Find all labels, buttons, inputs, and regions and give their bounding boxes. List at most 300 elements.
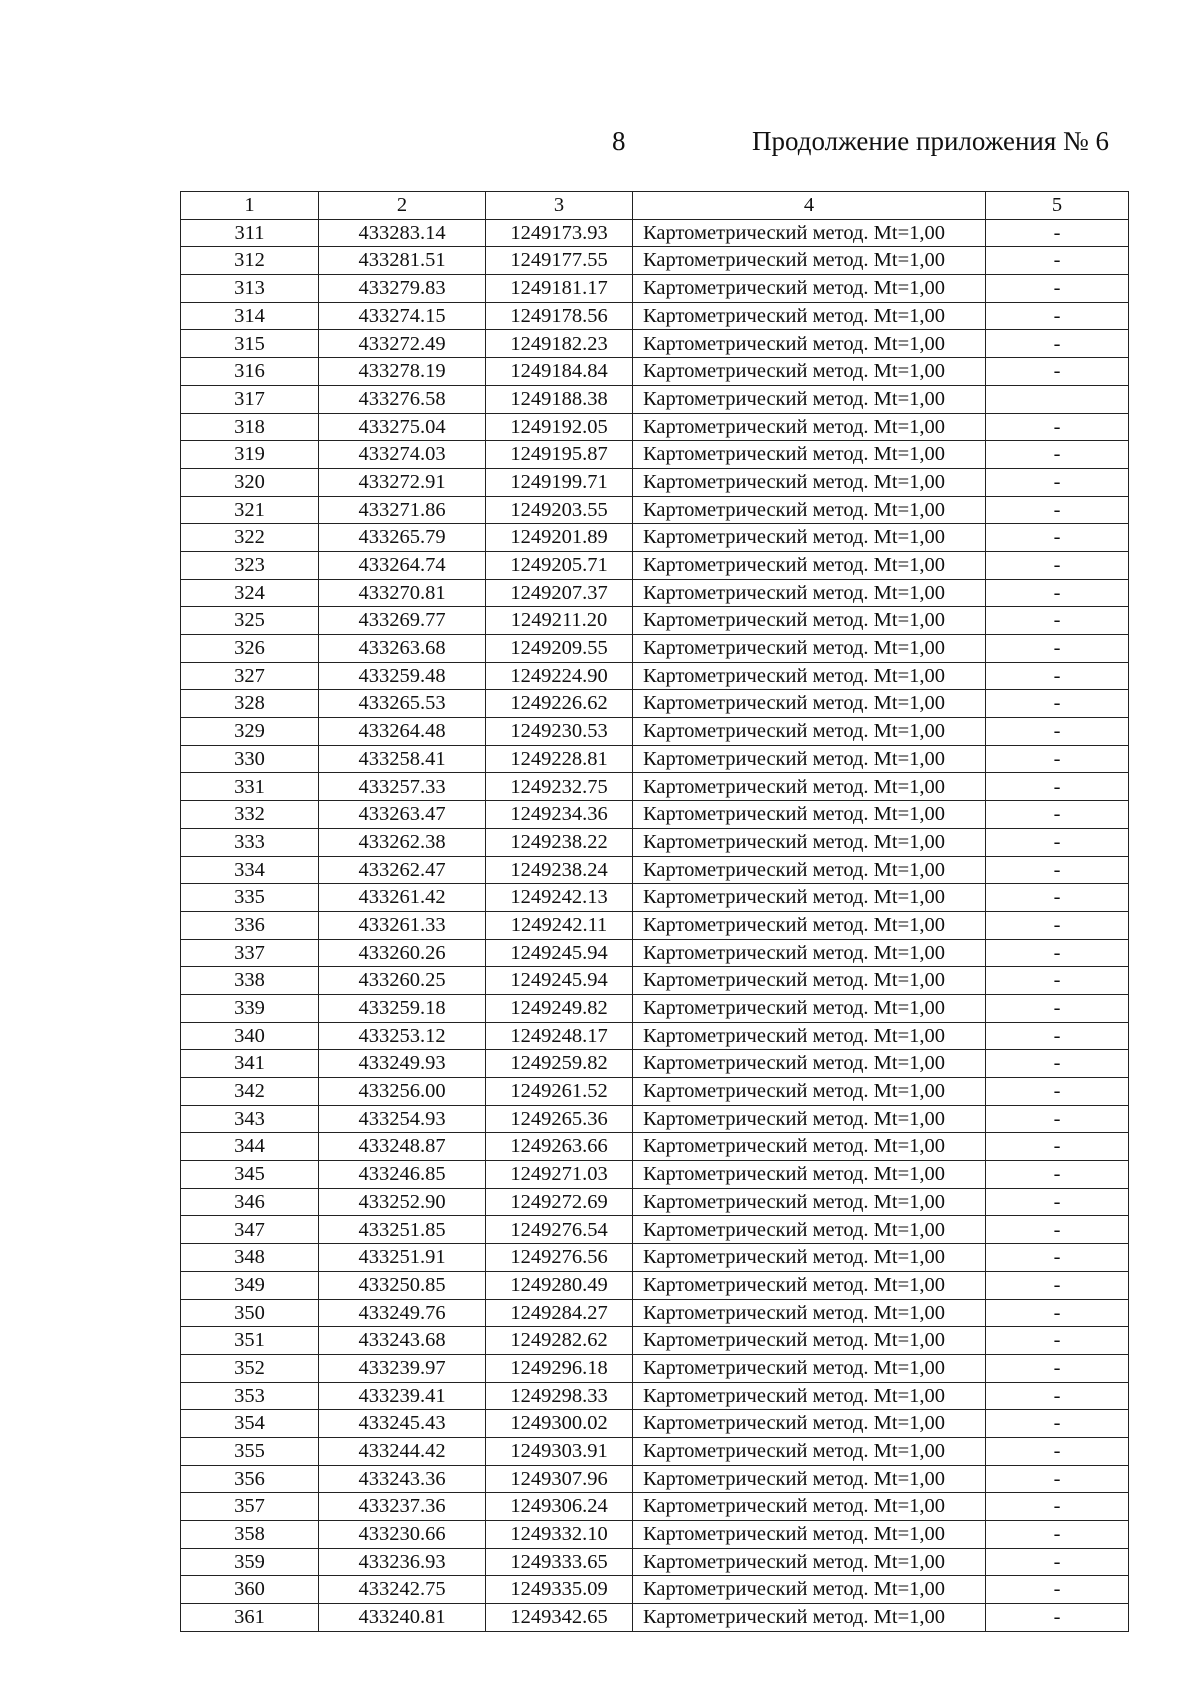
note-cell: - [986, 939, 1129, 967]
method-cell: Картометрический метод. Mt=1,00 [633, 1548, 986, 1576]
x-coordinate-cell: 433244.42 [319, 1437, 486, 1465]
y-coordinate-cell: 1249181.17 [486, 275, 633, 303]
x-coordinate-cell: 433237.36 [319, 1493, 486, 1521]
note-cell: - [986, 1105, 1129, 1133]
method-cell: Картометрический метод. Mt=1,00 [633, 358, 986, 386]
table-row [181, 967, 1129, 995]
point-number-cell: 341 [181, 1050, 319, 1078]
table-row [181, 302, 1129, 330]
note-cell: - [986, 1576, 1129, 1604]
x-coordinate-cell: 433272.91 [319, 468, 486, 496]
y-coordinate-cell: 1249296.18 [486, 1354, 633, 1382]
y-coordinate-cell: 1249282.62 [486, 1327, 633, 1355]
x-coordinate-cell: 433242.75 [319, 1576, 486, 1604]
x-coordinate-cell: 433262.38 [319, 828, 486, 856]
note-cell: - [986, 441, 1129, 469]
table-row [181, 801, 1129, 829]
x-coordinate-cell: 433263.68 [319, 635, 486, 663]
method-cell: Картометрический метод. Mt=1,00 [633, 1161, 986, 1189]
note-cell: - [986, 1354, 1129, 1382]
y-coordinate-cell: 1249271.03 [486, 1161, 633, 1189]
point-number-cell: 321 [181, 496, 319, 524]
y-coordinate-cell: 1249173.93 [486, 219, 633, 247]
note-cell: - [986, 856, 1129, 884]
point-number-cell: 349 [181, 1271, 319, 1299]
y-coordinate-cell: 1249238.22 [486, 828, 633, 856]
method-cell: Картометрический метод. Mt=1,00 [633, 690, 986, 718]
note-cell: - [986, 635, 1129, 663]
method-cell: Картометрический метод. Mt=1,00 [633, 302, 986, 330]
table-row [181, 884, 1129, 912]
y-coordinate-cell: 1249298.33 [486, 1382, 633, 1410]
y-coordinate-cell: 1249245.94 [486, 967, 633, 995]
method-cell: Картометрический метод. Mt=1,00 [633, 579, 986, 607]
table-row [181, 1299, 1129, 1327]
point-number-cell: 345 [181, 1161, 319, 1189]
point-number-cell: 322 [181, 524, 319, 552]
table-row [181, 1493, 1129, 1521]
point-number-cell: 354 [181, 1410, 319, 1438]
note-cell: - [986, 1465, 1129, 1493]
method-cell: Картометрический метод. Mt=1,00 [633, 551, 986, 579]
note-cell: - [986, 662, 1129, 690]
point-number-cell: 313 [181, 275, 319, 303]
x-coordinate-cell: 433259.18 [319, 994, 486, 1022]
x-coordinate-cell: 433243.36 [319, 1465, 486, 1493]
point-number-cell: 342 [181, 1078, 319, 1106]
note-cell: - [986, 1604, 1129, 1632]
column-header-3: 3 [486, 192, 633, 220]
table-row [181, 247, 1129, 275]
y-coordinate-cell: 1249184.84 [486, 358, 633, 386]
x-coordinate-cell: 433281.51 [319, 247, 486, 275]
note-cell: - [986, 1437, 1129, 1465]
note-cell: - [986, 1382, 1129, 1410]
note-cell: - [986, 1493, 1129, 1521]
y-coordinate-cell: 1249272.69 [486, 1188, 633, 1216]
note-cell [986, 385, 1129, 413]
method-cell: Картометрический метод. Mt=1,00 [633, 219, 986, 247]
method-cell: Картометрический метод. Mt=1,00 [633, 1133, 986, 1161]
note-cell: - [986, 413, 1129, 441]
table-row [181, 635, 1129, 663]
x-coordinate-cell: 433257.33 [319, 773, 486, 801]
point-number-cell: 353 [181, 1382, 319, 1410]
column-header-2: 2 [319, 192, 486, 220]
point-number-cell: 318 [181, 413, 319, 441]
point-number-cell: 359 [181, 1548, 319, 1576]
method-cell: Картометрический метод. Mt=1,00 [633, 1327, 986, 1355]
y-coordinate-cell: 1249232.75 [486, 773, 633, 801]
note-cell: - [986, 330, 1129, 358]
x-coordinate-cell: 433263.47 [319, 801, 486, 829]
method-cell: Картометрический метод. Mt=1,00 [633, 1604, 986, 1632]
y-coordinate-cell: 1249182.23 [486, 330, 633, 358]
point-number-cell: 320 [181, 468, 319, 496]
note-cell: - [986, 275, 1129, 303]
note-cell: - [986, 690, 1129, 718]
note-cell: - [986, 1548, 1129, 1576]
y-coordinate-cell: 1249265.36 [486, 1105, 633, 1133]
x-coordinate-cell: 433249.93 [319, 1050, 486, 1078]
y-coordinate-cell: 1249307.96 [486, 1465, 633, 1493]
y-coordinate-cell: 1249234.36 [486, 801, 633, 829]
table-row [181, 1271, 1129, 1299]
method-cell: Картометрический метод. Mt=1,00 [633, 994, 986, 1022]
x-coordinate-cell: 433278.19 [319, 358, 486, 386]
note-cell: - [986, 524, 1129, 552]
method-cell: Картометрический метод. Mt=1,00 [633, 468, 986, 496]
point-number-cell: 348 [181, 1244, 319, 1272]
point-number-cell: 316 [181, 358, 319, 386]
point-number-cell: 340 [181, 1022, 319, 1050]
method-cell: Картометрический метод. Mt=1,00 [633, 1188, 986, 1216]
x-coordinate-cell: 433248.87 [319, 1133, 486, 1161]
note-cell: - [986, 1410, 1129, 1438]
x-coordinate-cell: 433251.91 [319, 1244, 486, 1272]
x-coordinate-cell: 433283.14 [319, 219, 486, 247]
x-coordinate-cell: 433250.85 [319, 1271, 486, 1299]
x-coordinate-cell: 433279.83 [319, 275, 486, 303]
page-number: 8 [612, 126, 626, 156]
table-row [181, 994, 1129, 1022]
note-cell: - [986, 1216, 1129, 1244]
point-number-cell: 336 [181, 911, 319, 939]
table-row [181, 1078, 1129, 1106]
x-coordinate-cell: 433253.12 [319, 1022, 486, 1050]
x-coordinate-cell: 433276.58 [319, 385, 486, 413]
note-cell: - [986, 745, 1129, 773]
y-coordinate-cell: 1249303.91 [486, 1437, 633, 1465]
note-cell: - [986, 579, 1129, 607]
y-coordinate-cell: 1249261.52 [486, 1078, 633, 1106]
method-cell: Картометрический метод. Mt=1,00 [633, 413, 986, 441]
note-cell: - [986, 551, 1129, 579]
note-cell: - [986, 1022, 1129, 1050]
method-cell: Картометрический метод. Mt=1,00 [633, 1244, 986, 1272]
y-coordinate-cell: 1249195.87 [486, 441, 633, 469]
note-cell: - [986, 302, 1129, 330]
y-coordinate-cell: 1249226.62 [486, 690, 633, 718]
method-cell: Картометрический метод. Mt=1,00 [633, 275, 986, 303]
note-cell: - [986, 1133, 1129, 1161]
point-number-cell: 361 [181, 1604, 319, 1632]
y-coordinate-cell: 1249342.65 [486, 1604, 633, 1632]
x-coordinate-cell: 433271.86 [319, 496, 486, 524]
point-number-cell: 346 [181, 1188, 319, 1216]
table-row [181, 275, 1129, 303]
table-row [181, 1022, 1129, 1050]
method-cell: Картометрический метод. Mt=1,00 [633, 718, 986, 746]
point-number-cell: 352 [181, 1354, 319, 1382]
y-coordinate-cell: 1249248.17 [486, 1022, 633, 1050]
y-coordinate-cell: 1249249.82 [486, 994, 633, 1022]
table-body [181, 219, 1129, 1631]
x-coordinate-cell: 433246.85 [319, 1161, 486, 1189]
table-row [181, 1216, 1129, 1244]
table-row [181, 911, 1129, 939]
y-coordinate-cell: 1249332.10 [486, 1521, 633, 1549]
y-coordinate-cell: 1249201.89 [486, 524, 633, 552]
y-coordinate-cell: 1249300.02 [486, 1410, 633, 1438]
note-cell: - [986, 247, 1129, 275]
table-row [181, 1327, 1129, 1355]
x-coordinate-cell: 433252.90 [319, 1188, 486, 1216]
note-cell: - [986, 1327, 1129, 1355]
table-row [181, 1161, 1129, 1189]
method-cell: Картометрический метод. Mt=1,00 [633, 1493, 986, 1521]
note-cell: - [986, 1244, 1129, 1272]
point-number-cell: 332 [181, 801, 319, 829]
table-row [181, 773, 1129, 801]
method-cell: Картометрический метод. Mt=1,00 [633, 247, 986, 275]
note-cell: - [986, 884, 1129, 912]
method-cell: Картометрический метод. Mt=1,00 [633, 884, 986, 912]
note-cell: - [986, 911, 1129, 939]
point-number-cell: 343 [181, 1105, 319, 1133]
point-number-cell: 335 [181, 884, 319, 912]
note-cell: - [986, 358, 1129, 386]
y-coordinate-cell: 1249230.53 [486, 718, 633, 746]
table-row [181, 413, 1129, 441]
y-coordinate-cell: 1249205.71 [486, 551, 633, 579]
y-coordinate-cell: 1249259.82 [486, 1050, 633, 1078]
note-cell: - [986, 468, 1129, 496]
table-row [181, 551, 1129, 579]
method-cell: Картометрический метод. Mt=1,00 [633, 745, 986, 773]
table-row [181, 662, 1129, 690]
point-number-cell: 324 [181, 579, 319, 607]
table-row [181, 524, 1129, 552]
y-coordinate-cell: 1249209.55 [486, 635, 633, 663]
x-coordinate-cell: 433240.81 [319, 1604, 486, 1632]
y-coordinate-cell: 1249276.56 [486, 1244, 633, 1272]
note-cell: - [986, 1299, 1129, 1327]
note-cell: - [986, 1161, 1129, 1189]
method-cell: Картометрический метод. Mt=1,00 [633, 856, 986, 884]
y-coordinate-cell: 1249242.11 [486, 911, 633, 939]
method-cell: Картометрический метод. Mt=1,00 [633, 1437, 986, 1465]
y-coordinate-cell: 1249280.49 [486, 1271, 633, 1299]
table-row [181, 1437, 1129, 1465]
table-row [181, 1133, 1129, 1161]
table-row [181, 828, 1129, 856]
point-number-cell: 358 [181, 1521, 319, 1549]
point-number-cell: 325 [181, 607, 319, 635]
y-coordinate-cell: 1249276.54 [486, 1216, 633, 1244]
method-cell: Картометрический метод. Mt=1,00 [633, 441, 986, 469]
table-row [181, 219, 1129, 247]
note-cell: - [986, 718, 1129, 746]
note-cell: - [986, 496, 1129, 524]
page-header-title: Продолжение приложения № 6 [752, 126, 1110, 156]
point-number-cell: 351 [181, 1327, 319, 1355]
y-coordinate-cell: 1249333.65 [486, 1548, 633, 1576]
point-number-cell: 347 [181, 1216, 319, 1244]
coordinates-table [180, 191, 1129, 1632]
y-coordinate-cell: 1249284.27 [486, 1299, 633, 1327]
point-number-cell: 319 [181, 441, 319, 469]
method-cell: Картометрический метод. Mt=1,00 [633, 1078, 986, 1106]
y-coordinate-cell: 1249245.94 [486, 939, 633, 967]
table-row [181, 579, 1129, 607]
table-row [181, 358, 1129, 386]
point-number-cell: 344 [181, 1133, 319, 1161]
note-cell: - [986, 1188, 1129, 1216]
point-number-cell: 326 [181, 635, 319, 663]
x-coordinate-cell: 433230.66 [319, 1521, 486, 1549]
point-number-cell: 331 [181, 773, 319, 801]
point-number-cell: 328 [181, 690, 319, 718]
y-coordinate-cell: 1249224.90 [486, 662, 633, 690]
column-header-1: 1 [181, 192, 319, 220]
x-coordinate-cell: 433272.49 [319, 330, 486, 358]
x-coordinate-cell: 433249.76 [319, 1299, 486, 1327]
x-coordinate-cell: 433260.25 [319, 967, 486, 995]
y-coordinate-cell: 1249211.20 [486, 607, 633, 635]
method-cell: Картометрический метод. Mt=1,00 [633, 1050, 986, 1078]
x-coordinate-cell: 433264.74 [319, 551, 486, 579]
x-coordinate-cell: 433243.68 [319, 1327, 486, 1355]
table-row [181, 690, 1129, 718]
point-number-cell: 312 [181, 247, 319, 275]
table-row [181, 468, 1129, 496]
method-cell: Картометрический метод. Mt=1,00 [633, 1576, 986, 1604]
y-coordinate-cell: 1249188.38 [486, 385, 633, 413]
x-coordinate-cell: 433274.03 [319, 441, 486, 469]
point-number-cell: 314 [181, 302, 319, 330]
method-cell: Картометрический метод. Mt=1,00 [633, 828, 986, 856]
method-cell: Картометрический метод. Mt=1,00 [633, 1299, 986, 1327]
table-row [181, 1244, 1129, 1272]
note-cell: - [986, 773, 1129, 801]
method-cell: Картометрический метод. Mt=1,00 [633, 939, 986, 967]
method-cell: Картометрический метод. Mt=1,00 [633, 385, 986, 413]
point-number-cell: 317 [181, 385, 319, 413]
point-number-cell: 339 [181, 994, 319, 1022]
y-coordinate-cell: 1249306.24 [486, 1493, 633, 1521]
table-row [181, 1050, 1129, 1078]
x-coordinate-cell: 433265.79 [319, 524, 486, 552]
x-coordinate-cell: 433264.48 [319, 718, 486, 746]
method-cell: Картометрический метод. Mt=1,00 [633, 1354, 986, 1382]
table-row [181, 745, 1129, 773]
point-number-cell: 327 [181, 662, 319, 690]
method-cell: Картометрический метод. Mt=1,00 [633, 1271, 986, 1299]
note-cell: - [986, 1521, 1129, 1549]
point-number-cell: 323 [181, 551, 319, 579]
table-row [181, 1188, 1129, 1216]
x-coordinate-cell: 433270.81 [319, 579, 486, 607]
table-row [181, 1576, 1129, 1604]
x-coordinate-cell: 433239.97 [319, 1354, 486, 1382]
column-header-4: 4 [633, 192, 986, 220]
point-number-cell: 330 [181, 745, 319, 773]
note-cell: - [986, 967, 1129, 995]
x-coordinate-cell: 433239.41 [319, 1382, 486, 1410]
x-coordinate-cell: 433256.00 [319, 1078, 486, 1106]
x-coordinate-cell: 433251.85 [319, 1216, 486, 1244]
method-cell: Картометрический метод. Mt=1,00 [633, 1216, 986, 1244]
method-cell: Картометрический метод. Mt=1,00 [633, 1022, 986, 1050]
table-row [181, 441, 1129, 469]
point-number-cell: 311 [181, 219, 319, 247]
point-number-cell: 337 [181, 939, 319, 967]
table-row [181, 1354, 1129, 1382]
table-row [181, 1382, 1129, 1410]
y-coordinate-cell: 1249335.09 [486, 1576, 633, 1604]
x-coordinate-cell: 433259.48 [319, 662, 486, 690]
method-cell: Картометрический метод. Mt=1,00 [633, 1410, 986, 1438]
note-cell: - [986, 801, 1129, 829]
x-coordinate-cell: 433254.93 [319, 1105, 486, 1133]
method-cell: Картометрический метод. Mt=1,00 [633, 607, 986, 635]
method-cell: Картометрический метод. Mt=1,00 [633, 662, 986, 690]
x-coordinate-cell: 433265.53 [319, 690, 486, 718]
point-number-cell: 329 [181, 718, 319, 746]
point-number-cell: 357 [181, 1493, 319, 1521]
table-row [181, 1465, 1129, 1493]
note-cell: - [986, 219, 1129, 247]
point-number-cell: 356 [181, 1465, 319, 1493]
x-coordinate-cell: 433269.77 [319, 607, 486, 635]
y-coordinate-cell: 1249207.37 [486, 579, 633, 607]
table-row [181, 496, 1129, 524]
y-coordinate-cell: 1249263.66 [486, 1133, 633, 1161]
y-coordinate-cell: 1249192.05 [486, 413, 633, 441]
x-coordinate-cell: 433245.43 [319, 1410, 486, 1438]
y-coordinate-cell: 1249177.55 [486, 247, 633, 275]
table-row [181, 607, 1129, 635]
table-row [181, 1410, 1129, 1438]
table-row [181, 1105, 1129, 1133]
table-row [181, 330, 1129, 358]
method-cell: Картометрический метод. Mt=1,00 [633, 635, 986, 663]
method-cell: Картометрический метод. Mt=1,00 [633, 496, 986, 524]
table-row [181, 385, 1129, 413]
x-coordinate-cell: 433275.04 [319, 413, 486, 441]
point-number-cell: 315 [181, 330, 319, 358]
x-coordinate-cell: 433236.93 [319, 1548, 486, 1576]
method-cell: Картометрический метод. Mt=1,00 [633, 967, 986, 995]
y-coordinate-cell: 1249178.56 [486, 302, 633, 330]
table-row [181, 718, 1129, 746]
point-number-cell: 333 [181, 828, 319, 856]
table-row [181, 1548, 1129, 1576]
y-coordinate-cell: 1249242.13 [486, 884, 633, 912]
method-cell: Картометрический метод. Mt=1,00 [633, 773, 986, 801]
point-number-cell: 338 [181, 967, 319, 995]
table-header-row [181, 192, 1129, 220]
point-number-cell: 360 [181, 1576, 319, 1604]
method-cell: Картометрический метод. Mt=1,00 [633, 1465, 986, 1493]
x-coordinate-cell: 433258.41 [319, 745, 486, 773]
point-number-cell: 355 [181, 1437, 319, 1465]
table-row [181, 1604, 1129, 1632]
y-coordinate-cell: 1249228.81 [486, 745, 633, 773]
y-coordinate-cell: 1249203.55 [486, 496, 633, 524]
note-cell: - [986, 1271, 1129, 1299]
method-cell: Картометрический метод. Mt=1,00 [633, 911, 986, 939]
point-number-cell: 334 [181, 856, 319, 884]
method-cell: Картометрический метод. Mt=1,00 [633, 801, 986, 829]
method-cell: Картометрический метод. Mt=1,00 [633, 1382, 986, 1410]
x-coordinate-cell: 433274.15 [319, 302, 486, 330]
column-header-5: 5 [986, 192, 1129, 220]
table-row [181, 1521, 1129, 1549]
method-cell: Картометрический метод. Mt=1,00 [633, 1105, 986, 1133]
method-cell: Картометрический метод. Mt=1,00 [633, 1521, 986, 1549]
